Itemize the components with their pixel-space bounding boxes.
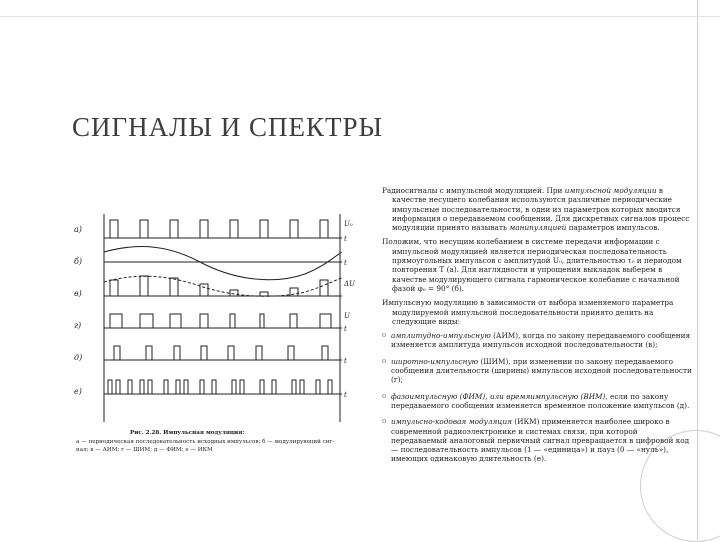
axis-label-du: ΔU [344,280,355,288]
paragraph-carrier: Положим, что несущим колебанием в системе передачи информации с импульсной модуляцией является периодическая последовательность прямоугольных импульсов с амплитудой U₀, длительностью τ₀ и периодом повторения T (а). Для наглядности и упрощения выкладок выберем в качестве модулирующего сигнала гармоническое колебание с начальной фазой φ₀ = 90° (б). [382,237,682,293]
paragraph-types: Импульсную модуляцию в зависимости от выбора изменяемого параметра модулируемой импульсной последовательности принято делить на следующие виды: [382,298,674,326]
b4-text-b: (ИКМ) применяется наиболее широко в современной радиоэлектронике и системах связи, при которой передаваемый аналоговый первичный сигнал превращается в цифровой код — последовательность импульсов (1 — «единица») и пауз (0 — «нуль»), имеющих одинаковую длительность (е). [391,417,690,464]
row-label-e: е) [74,387,82,396]
text-column [382,186,692,471]
axis-label-t2: t [344,259,347,267]
paragraph-pulse-modulation [382,186,692,232]
axis-label-t4: t [344,357,347,365]
bullet-aim [382,331,692,350]
slide-title: СИГНАЛЫ И СПЕКТРЫ [72,112,384,142]
row-label-g: г) [74,321,82,330]
p1-text-e: параметров импульсов. [566,223,660,233]
figure-caption-line1: а — периодическая последовательность исходных импульсов; б — модулирующий сиг- [76,439,335,445]
axis-label-u0: U₀ [344,220,353,228]
b2-text-b: (ШИМ), при изменении по закону передаваемого сообщения длительности (ширины) импульсов исходной последовательности (г); [391,356,692,385]
row-label-d: д) [74,353,83,362]
axis-label-t1: t [344,235,347,243]
axis-label-t5: t [344,391,347,399]
bullet-marker: o [382,331,387,340]
b3-text-b: , если по закону передаваемого сообщения изменяется временное положение импульсов (д). [391,391,690,410]
row-label-b: б) [74,257,83,266]
bullet-marker: o [382,417,387,426]
bullet-pwm [382,357,692,385]
figure-caption-title: Рис. 2.28. Импульсная модуляция: [130,430,245,436]
b3-text-a: фазоимпульсную (ФИМ), или времяимпульсную (ВИМ) [391,391,606,401]
b1-text-b: (АИМ), когда по закону передаваемого сообщения изменяется амплитуда импульсов исходной последовательности (в); [391,331,691,350]
b1-text-a: амплитудно-импульсную [391,331,491,341]
row-label-v: в) [74,289,82,298]
axis-label-t3: t [344,325,347,333]
row-label-a: а) [74,225,82,234]
p1-text-c: в качестве несущего колебания используются различные периодические импульсные последовательности, в одни из параметров которых вводится информация о передаваемом сообщении. Для дискретных сигналов процесс модуляции принято называть [392,186,690,233]
figure-caption-line2: нал; в — АИМ; г — ШИМ; д — ФИМ; е — ИКМ [76,447,213,453]
frame-top-line [0,16,720,17]
bullet-marker: o [382,356,387,365]
p1-text-a: Радиосигналы с импульсной модуляцией. При [382,186,565,195]
modulation-diagram [70,196,370,466]
pulse-modulation-figure [70,196,370,466]
bullet-marker: o [382,391,387,400]
p1-text-b: импульсной модуляции [564,186,657,195]
b2-text-a: широтно-импульсную [391,356,479,366]
bullet-ppm [382,392,692,411]
p1-text-d: манипуляцией [509,223,567,233]
axis-label-u: U [344,312,350,320]
bullet-pcm [382,417,692,463]
b4-text-a: импульсно-кодовая модуляция [391,417,512,427]
